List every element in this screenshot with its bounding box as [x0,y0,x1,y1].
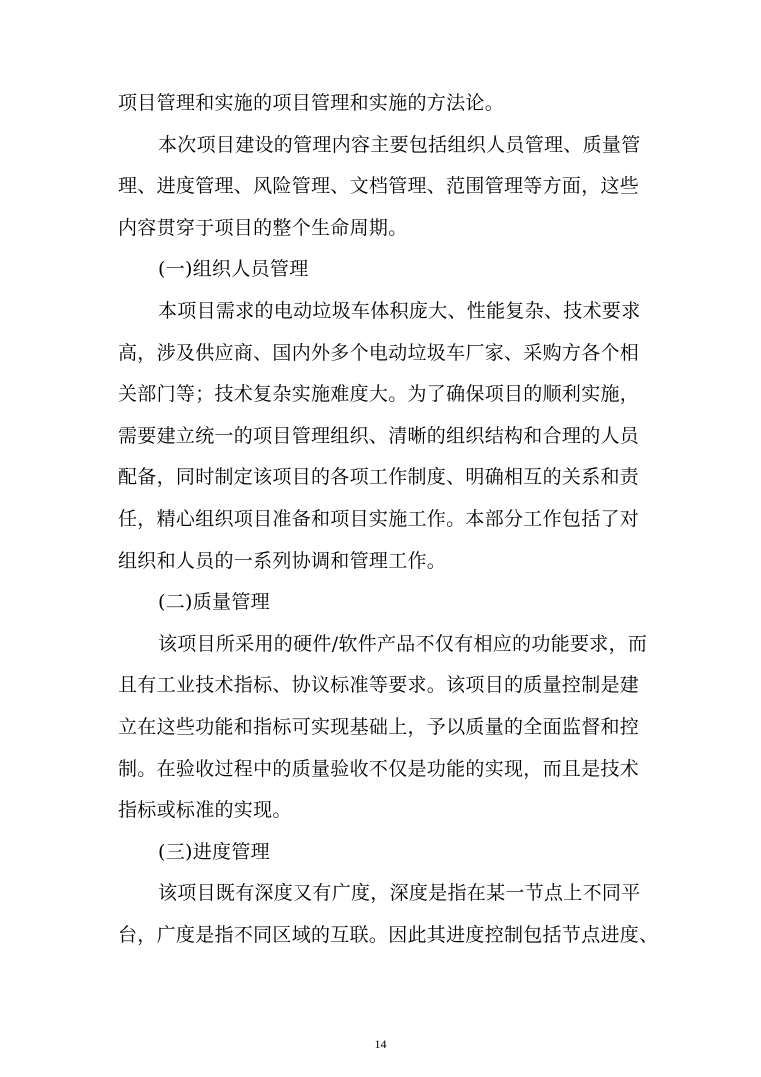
text-line: 关部门等；技术复杂实施难度大。为了确保项目的顺利实施， [118,383,640,406]
text-line: 立在这些功能和指标可实现基础上，予以质量的全面监督和控 [118,715,640,738]
paragraph-line: 本次项目建设的管理内容主要包括组织人员管理、质量管 [158,133,641,156]
text-line: 内容贯穿于项目的整个生命周期。 [118,216,408,239]
paragraph-line: 该项目所采用的硬件/软件产品不仅有相应的功能要求，而 [158,632,648,655]
paragraph-line: 该项目既有深度又有广度，深度是指在某一节点上不同平 [158,882,641,905]
section-heading-schedule: (三)进度管理 [158,840,270,863]
paragraph-line: 本项目需求的电动垃圾车体积庞大、性能复杂、技术要求 [158,299,641,322]
text-line: 项目管理和实施的项目管理和实施的方法论。 [118,92,505,114]
text-line: 任，精心组织项目准备和项目实施工作。本部分工作包括了对 [118,507,640,530]
text-line: 台，广度是指不同区域的互联。因此其进度控制包括节点进度、 [118,923,659,946]
text-line: 理、进度管理、风险管理、文档管理、范围管理等方面，这些 [118,175,640,198]
text-line: 指标或标准的实现。 [118,799,292,822]
text-line: 配备，同时制定该项目的各项工作制度、明确相互的关系和责 [118,466,640,489]
page-number: 14 [374,1037,387,1051]
document-body [118,83,659,956]
section-heading-personnel: (一)组织人员管理 [158,258,309,281]
text-line: 高，涉及供应商、国内外多个电动垃圾车厂家、采购方各个相 [118,341,640,364]
section-heading-quality: (二)质量管理 [158,591,270,614]
text-line: 组织和人员的一系列协调和管理工作。 [118,549,447,572]
text-line: 且有工业技术指标、协议标准等要求。该项目的质量控制是建 [118,674,640,697]
text-line: 制。在验收过程中的质量验收不仅是功能的实现，而且是技术 [118,757,640,780]
text-line: 需要建立统一的项目管理组织、清晰的组织结构和合理的人员 [118,424,640,447]
